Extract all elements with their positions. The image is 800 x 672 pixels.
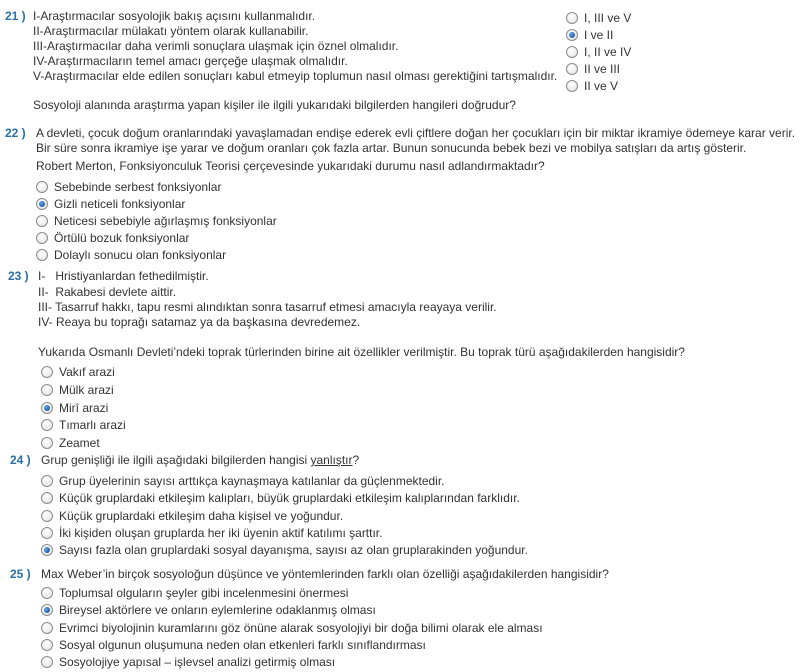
option-label: Sebebinde serbest fonksiyonlar: [54, 179, 222, 194]
option-label: Bireysel aktörlere ve onların eylemlerine odaklanmış olması: [59, 602, 376, 617]
radio-button-selected[interactable]: [41, 402, 53, 414]
option-label: Küçük gruplardaki etkileşim daha kişisel ve yoğundur.: [59, 508, 344, 523]
radio-button[interactable]: [41, 419, 53, 431]
question-prompt: Max Weber’in birçok sosyoloğun düşünce ve yöntemlerinden farklı olan özelliği aşağıdakilerden hangisidir?: [41, 567, 609, 581]
answer-option[interactable]: [41, 524, 382, 541]
prompt-text-end: ?: [352, 453, 360, 467]
option-label: Örtülü bozuk fonksiyonlar: [54, 230, 190, 245]
radio-button[interactable]: [41, 656, 53, 668]
option-label: Evrimci biyolojinin kuramlarını göz önüne alarak sosyolojiyi bir doğa bilimi olarak ele alması: [59, 620, 543, 635]
radio-button[interactable]: [566, 63, 578, 75]
option-label: Toplumsal olguların şeyler gibi incelenmesini önermesi: [59, 585, 349, 600]
option-label: Sosyolojiye yapısal – işlevsel analizi getirmiş olması: [59, 654, 336, 669]
option-label: İki kişiden oluşan gruplarda her iki üyenin aktif katılımı şarttır.: [59, 525, 383, 540]
question-number: 25 ): [10, 567, 31, 581]
radio-button[interactable]: [41, 437, 53, 449]
radio-button[interactable]: [36, 215, 48, 227]
radio-button[interactable]: [41, 622, 53, 634]
statement-line: V-Araştırmacılar elde edilen sonuçları kabul etmeyip toplumun nasıl olması gerektiğini tartışmalıdır.: [33, 69, 558, 83]
question-number: 21 ): [5, 9, 26, 23]
answer-option[interactable]: [41, 363, 115, 380]
answer-option[interactable]: [41, 601, 376, 618]
option-label: II ve V: [584, 78, 619, 93]
answer-option[interactable]: [36, 212, 277, 229]
answer-option[interactable]: [41, 472, 445, 489]
answer-option[interactable]: [36, 195, 185, 212]
radio-button[interactable]: [41, 587, 53, 599]
statement-line: III-Araştırmacılar daha verimli sonuçlara ulaşmak için öznel olmalıdır.: [33, 39, 399, 53]
answer-option[interactable]: [36, 229, 189, 246]
radio-button-selected[interactable]: [36, 198, 48, 210]
radio-button[interactable]: [41, 527, 53, 539]
statement-line: II- Rakabesi devlete aittir.: [38, 285, 177, 299]
answer-option[interactable]: [41, 619, 543, 636]
radio-button[interactable]: [41, 384, 53, 396]
answer-option[interactable]: [566, 9, 631, 26]
radio-button-selected[interactable]: [566, 29, 578, 41]
option-label: Gizli neticeli fonksiyonlar: [54, 196, 186, 211]
answer-option[interactable]: [566, 60, 620, 77]
question-number: 24 ): [10, 453, 31, 467]
question-prompt: Sosyoloji alanında araştırma yapan kişiler ile ilgili yukarıdaki bilgilerden hangileri doğrudur?: [33, 98, 516, 112]
radio-button[interactable]: [41, 366, 53, 378]
radio-button[interactable]: [566, 12, 578, 24]
option-label: II ve III: [584, 61, 621, 76]
answer-option[interactable]: [41, 416, 126, 433]
radio-button-selected[interactable]: [41, 544, 53, 556]
option-label: Tımarlı arazi: [59, 417, 126, 432]
answer-option[interactable]: [41, 399, 108, 416]
statement-line: III- Tasarruf hakkı, tapu resmi alındıktan sonra tasarruf etmesi amacıyla reayaya verilir.: [38, 300, 497, 314]
option-label: Dolaylı sonucu olan fonksiyonlar: [54, 247, 227, 262]
radio-button[interactable]: [566, 46, 578, 58]
statement-line: I-Araştırmacılar sosyolojik bakış açısını kullanmalıdır.: [33, 9, 316, 23]
statement-line: II-Araştırmacılar mülakatı yöntem olarak kullanabilir.: [33, 24, 309, 38]
answer-option[interactable]: [41, 507, 343, 524]
option-label: Vakıf arazi: [59, 364, 115, 379]
question-number: 22 ): [5, 126, 26, 140]
option-label: I ve II: [584, 27, 614, 42]
radio-button[interactable]: [41, 639, 53, 651]
option-label: Küçük gruplardaki etkileşim kalıpları, büyük gruplardaki etkileşim kalıplarından farklıdır.: [59, 490, 520, 505]
option-label: I, III ve V: [584, 10, 632, 25]
option-label: Sayısı fazla olan gruplardaki sosyal dayanışma, sayısı az olan gruplarakinden yoğundur.: [59, 542, 528, 557]
answer-option[interactable]: [41, 584, 348, 601]
option-label: Mülk arazi: [59, 382, 114, 397]
statement-line: IV-Araştırmacıların temel amacı gerçeğe ulaşmak olmalıdır.: [33, 54, 348, 68]
answer-option[interactable]: [41, 636, 426, 653]
statement-line: I- Hristiyanlardan fethedilmiştir.: [38, 269, 209, 283]
option-label: Sosyal olgunun oluşumuna neden olan etkenleri farklı sınıflandırması: [59, 637, 426, 652]
answer-option[interactable]: [36, 178, 221, 195]
option-label: Grup üyelerinin sayısı arttıkça kaynaşmaya katılanlar da güçlenmektedir.: [59, 473, 445, 488]
answer-option[interactable]: [566, 26, 613, 43]
radio-button[interactable]: [41, 475, 53, 487]
answer-option[interactable]: [41, 653, 335, 670]
answer-option[interactable]: [41, 541, 528, 558]
option-label: Zeamet: [59, 435, 100, 450]
answer-option[interactable]: [41, 434, 100, 451]
statement-line: IV- Reaya bu toprağı satamaz ya da başkasına devredemez.: [38, 315, 361, 329]
option-label: Mirî arazi: [59, 400, 109, 415]
radio-button[interactable]: [41, 510, 53, 522]
option-label: Neticesi sebebiyle ağırlaşmış fonksiyonlar: [54, 213, 277, 228]
radio-button[interactable]: [41, 492, 53, 504]
answer-option[interactable]: [41, 381, 114, 398]
answer-option[interactable]: [566, 43, 631, 60]
prompt-text: Grup genişliği ile ilgili aşağıdaki bilgilerden hangisi: [41, 453, 311, 467]
statement-line: Bir süre sonra ikramiye işe yarar ve doğum oranları çok fazla artar. Bunun sonucunda bebek bezi ve mobilya satışları da artış gösterir.: [36, 141, 747, 155]
statement-line: A devleti, çocuk doğum oranlarındaki yavaşlamadan endişe ederek evli çiftlere doğan her çocukları için bir miktar ikramiye ödemeye karar verir.: [36, 126, 796, 140]
option-label: I, II ve IV: [584, 44, 632, 59]
answer-option[interactable]: [36, 246, 226, 263]
radio-button[interactable]: [36, 249, 48, 261]
question-prompt: [41, 453, 359, 468]
radio-button-selected[interactable]: [41, 604, 53, 616]
answer-option[interactable]: [566, 77, 618, 94]
question-prompt: Robert Merton, Fonksiyonculuk Teorisi çerçevesinde yukarıdaki durumu nasıl adlandırmaktadır?: [36, 159, 545, 173]
radio-button[interactable]: [36, 232, 48, 244]
answer-option[interactable]: [41, 489, 520, 506]
question-number: 23 ): [8, 269, 29, 283]
radio-button[interactable]: [566, 80, 578, 92]
question-prompt: Yukarıda Osmanlı Devleti’ndeki toprak türlerinden birine ait özellikler verilmiştir. Bu toprak türü aşağıdakilerden hangisidir?: [38, 345, 685, 359]
radio-button[interactable]: [36, 181, 48, 193]
prompt-emphasis: yanlıştır: [310, 453, 353, 467]
